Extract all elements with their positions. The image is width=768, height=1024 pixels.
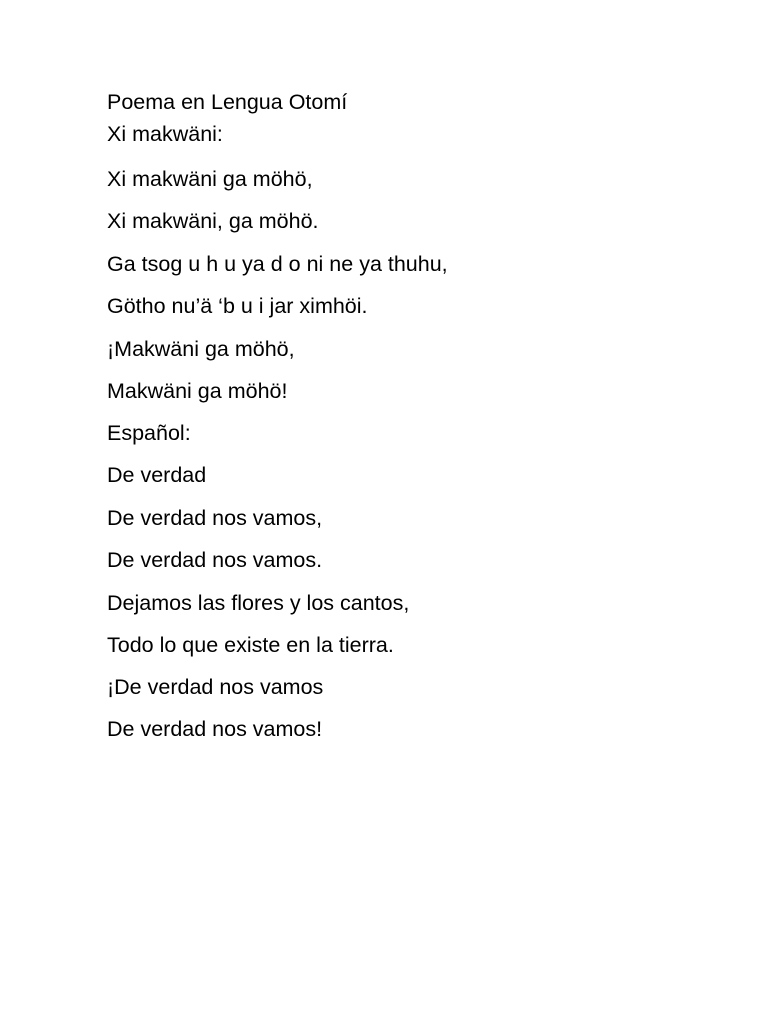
spanish-line: Dejamos las flores y los cantos,	[107, 591, 410, 615]
otomi-line: Götho nu’ä ‘b u i jar ximhöi.	[107, 294, 368, 318]
spanish-line: De verdad nos vamos.	[107, 548, 323, 572]
spanish-line: De verdad nos vamos,	[107, 506, 323, 530]
otomi-line: Xi makwäni ga möhö,	[107, 167, 313, 191]
otomi-heading: Xi makwäni:	[107, 122, 223, 146]
spanish-heading: Español:	[107, 421, 191, 445]
spanish-line: ¡De verdad nos vamos	[107, 675, 324, 699]
spanish-line: De verdad nos vamos!	[107, 717, 323, 741]
otomi-line: ¡Makwäni ga möhö,	[107, 337, 295, 361]
spanish-line: Todo lo que existe en la tierra.	[107, 633, 394, 657]
otomi-line: Xi makwäni, ga möhö.	[107, 209, 319, 233]
otomi-line: Ga tsog u h u ya d o ni ne ya thuhu,	[107, 252, 448, 276]
spanish-line: De verdad	[107, 463, 207, 487]
poem-title: Poema en Lengua Otomí	[107, 90, 348, 114]
otomi-line: Makwäni ga möhö!	[107, 379, 288, 403]
